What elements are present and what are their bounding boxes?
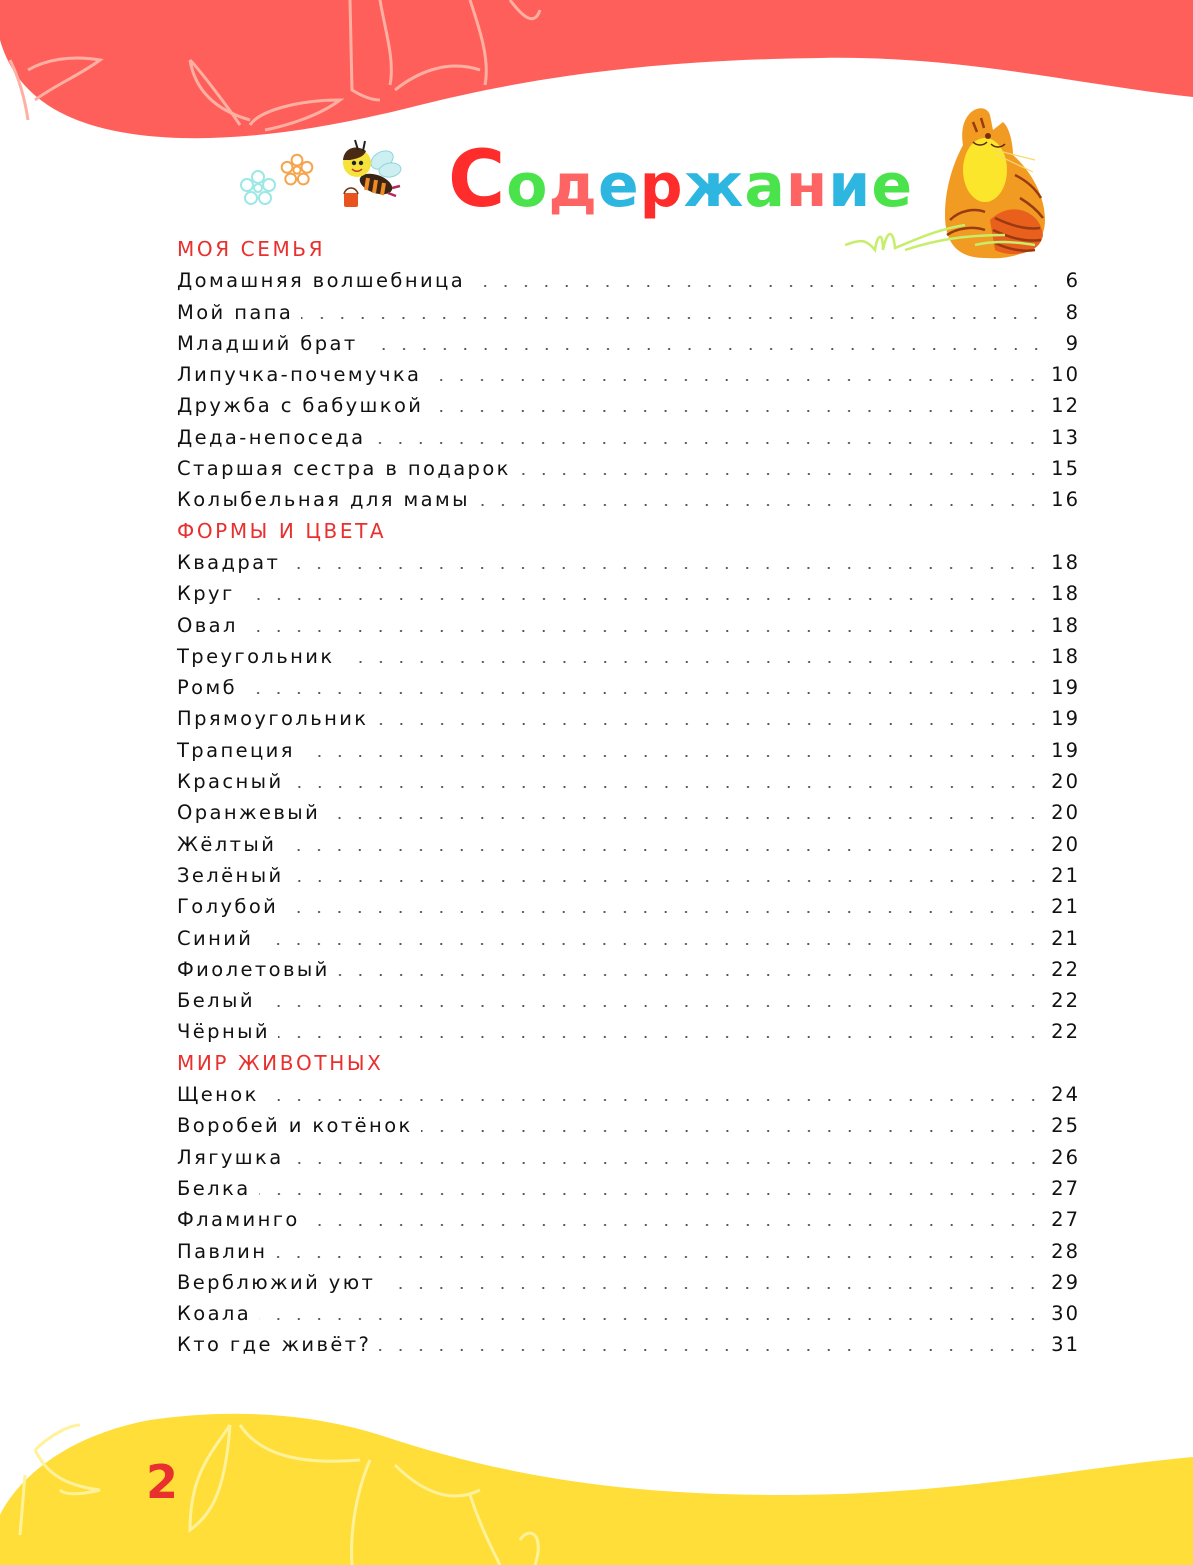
- page-number: 2: [146, 1455, 179, 1509]
- entry-page-number: 19: [1051, 738, 1080, 762]
- entry-title: Колыбельная для мамы: [177, 484, 474, 515]
- entry-page-number: 21: [1051, 863, 1080, 887]
- dot-leader: [373, 442, 1043, 444]
- entry-title: Домашняя волшебница: [177, 265, 469, 296]
- entry-title: Деда-непоседа: [177, 422, 369, 453]
- dot-leader: [383, 1287, 1043, 1289]
- toc-entry[interactable]: [177, 390, 1080, 421]
- footer-decorative-band: [0, 1395, 1193, 1565]
- toc-section: [177, 234, 1080, 516]
- entry-title: Павлин: [177, 1236, 271, 1267]
- entry-page-number: 9: [1065, 331, 1080, 355]
- dot-leader: [328, 817, 1043, 819]
- toc-entry[interactable]: [177, 359, 1080, 390]
- toc-entry[interactable]: [177, 1204, 1080, 1235]
- entry-page-number: 19: [1051, 707, 1080, 731]
- dot-leader: [275, 1256, 1043, 1258]
- page-title: [448, 135, 914, 226]
- entry-title: Липучка-почемучка: [177, 359, 425, 390]
- flower-icon-orange: [279, 152, 315, 188]
- entry-page-number: 16: [1051, 488, 1080, 512]
- title-letter: е: [597, 151, 640, 221]
- title-letter: и: [828, 151, 872, 221]
- toc-entry[interactable]: [177, 1173, 1080, 1204]
- dot-leader: [338, 974, 1043, 976]
- entry-page-number: 15: [1051, 457, 1080, 481]
- dot-leader: [292, 1162, 1044, 1164]
- toc-entry[interactable]: [177, 1079, 1080, 1110]
- dot-leader: [429, 379, 1043, 381]
- entry-title: Голубой: [177, 891, 282, 922]
- dot-leader: [243, 598, 1044, 600]
- dot-leader: [263, 1005, 1043, 1007]
- dot-leader: [259, 1193, 1044, 1195]
- entry-title: Старшая сестра в подарок: [177, 453, 515, 484]
- toc-section: [177, 516, 1080, 1048]
- entry-page-number: 21: [1051, 926, 1080, 950]
- entry-page-number: 30: [1051, 1302, 1080, 1326]
- dot-leader: [261, 943, 1043, 945]
- toc-entry[interactable]: [177, 1267, 1080, 1298]
- entry-title: Квадрат: [177, 547, 284, 578]
- entry-page-number: 18: [1051, 644, 1080, 668]
- entry-page-number: 28: [1051, 1239, 1080, 1263]
- entry-page-number: 21: [1051, 895, 1080, 919]
- toc-entry[interactable]: [177, 829, 1080, 860]
- entry-title: Младший брат: [177, 328, 362, 359]
- entry-page-number: 18: [1051, 550, 1080, 574]
- toc-entry[interactable]: [177, 422, 1080, 453]
- title-letter: р: [639, 151, 684, 221]
- toc-entry[interactable]: [177, 328, 1080, 359]
- entry-page-number: 18: [1051, 613, 1080, 637]
- toc-entry[interactable]: [177, 1016, 1080, 1047]
- dot-leader: [259, 1318, 1043, 1320]
- dot-leader: [303, 755, 1043, 757]
- dot-leader: [286, 911, 1043, 913]
- dot-leader: [301, 317, 1046, 319]
- title-letter: н: [785, 151, 829, 221]
- entry-page-number: 26: [1051, 1145, 1080, 1169]
- entry-title: Жёлтый: [177, 829, 280, 860]
- dot-leader: [284, 849, 1043, 851]
- entry-title: Кто где живёт?: [177, 1329, 375, 1360]
- toc-entry[interactable]: [177, 1110, 1080, 1141]
- dot-leader: [431, 410, 1043, 412]
- entry-title: Дружба с бабушкой: [177, 390, 427, 421]
- toc-entry[interactable]: [177, 1298, 1080, 1329]
- entry-title: Треугольник: [177, 641, 339, 672]
- dot-leader: [278, 1036, 1043, 1038]
- entry-page-number: 22: [1051, 989, 1080, 1013]
- toc-entry[interactable]: [177, 797, 1080, 828]
- entry-page-number: 20: [1051, 801, 1080, 825]
- toc-entry[interactable]: [177, 265, 1080, 296]
- entry-title: Лягушка: [177, 1142, 288, 1173]
- entry-page-number: 31: [1051, 1333, 1080, 1357]
- dot-leader: [379, 1349, 1043, 1351]
- dot-leader: [519, 473, 1043, 475]
- entry-title: Верблюжий уют: [177, 1267, 379, 1298]
- toc-entry[interactable]: [177, 891, 1080, 922]
- entry-page-number: 18: [1051, 582, 1080, 606]
- entry-page-number: 20: [1051, 832, 1080, 856]
- toc-entry[interactable]: [177, 672, 1080, 703]
- toc-entry[interactable]: [177, 735, 1080, 766]
- toc-entry[interactable]: [177, 578, 1080, 609]
- title-text: [448, 135, 914, 225]
- entry-page-number: 6: [1065, 269, 1080, 293]
- entry-title: Белый: [177, 985, 259, 1016]
- dot-leader: [246, 630, 1043, 632]
- entry-title: Щенок: [177, 1079, 263, 1110]
- entry-page-number: 20: [1051, 770, 1080, 794]
- entry-title: Красный: [177, 766, 288, 797]
- section-title: МИР ЖИВОТНЫХ: [177, 1050, 384, 1075]
- dot-leader: [366, 348, 1046, 350]
- entry-page-number: 27: [1051, 1176, 1080, 1200]
- entry-title: Коала: [177, 1298, 255, 1329]
- toc-entry[interactable]: [177, 297, 1080, 328]
- entry-title: Круг: [177, 578, 239, 609]
- dot-leader: [478, 504, 1043, 506]
- table-of-contents: [177, 234, 1080, 1361]
- section-title: ФОРМЫ И ЦВЕТА: [177, 518, 387, 543]
- toc-entry[interactable]: [177, 1142, 1080, 1173]
- toc-entry[interactable]: [177, 766, 1080, 797]
- dot-leader: [308, 1224, 1043, 1226]
- bee-illustration: [330, 138, 410, 213]
- dot-leader: [343, 661, 1044, 663]
- toc-entry[interactable]: [177, 703, 1080, 734]
- entry-page-number: 13: [1051, 425, 1080, 449]
- entry-page-number: 25: [1051, 1114, 1080, 1138]
- entry-page-number: 12: [1051, 394, 1080, 418]
- entry-title: Мой папа: [177, 297, 297, 328]
- toc-entry[interactable]: [177, 1236, 1080, 1267]
- entry-title: Ромб: [177, 672, 241, 703]
- entry-page-number: 19: [1051, 676, 1080, 700]
- toc-entry[interactable]: [177, 610, 1080, 641]
- toc-entry[interactable]: [177, 547, 1080, 578]
- entry-title: Синий: [177, 923, 257, 954]
- entry-page-number: 22: [1051, 957, 1080, 981]
- dot-leader: [267, 1099, 1043, 1101]
- title-letter: а: [744, 151, 786, 221]
- entry-title: Фламинго: [177, 1204, 304, 1235]
- dot-leader: [292, 880, 1044, 882]
- dot-leader: [292, 786, 1044, 788]
- entry-title: Зелёный: [177, 860, 288, 891]
- title-letter: ж: [683, 151, 745, 221]
- toc-entry[interactable]: [177, 860, 1080, 891]
- toc-entry[interactable]: [177, 1329, 1080, 1360]
- entry-title: Белка: [177, 1173, 255, 1204]
- section-title: МОЯ СЕМЬЯ: [177, 237, 326, 261]
- entry-title: Прямоугольник: [177, 703, 373, 734]
- title-letter: С: [448, 135, 507, 225]
- entry-title: Воробей и котёнок: [177, 1110, 417, 1141]
- title-letter: д: [548, 151, 598, 221]
- toc-section: [177, 1048, 1080, 1361]
- toc-entry[interactable]: [177, 923, 1080, 954]
- entry-title: Трапеция: [177, 735, 299, 766]
- dot-leader: [288, 567, 1043, 569]
- toc-entry[interactable]: [177, 484, 1080, 515]
- flower-icon-blue: [238, 168, 278, 208]
- dot-leader: [245, 692, 1043, 694]
- entry-title: Овал: [177, 610, 242, 641]
- entry-page-number: 22: [1051, 1020, 1080, 1044]
- entry-page-number: 24: [1051, 1083, 1080, 1107]
- footer-wave: [0, 1414, 1193, 1565]
- entry-title: Чёрный: [177, 1016, 274, 1047]
- dot-leader: [377, 723, 1044, 725]
- dot-leader: [473, 285, 1046, 287]
- title-letter: о: [506, 151, 549, 221]
- toc-entry[interactable]: [177, 954, 1080, 985]
- entry-page-number: 10: [1051, 363, 1080, 387]
- entry-page-number: 8: [1065, 300, 1080, 324]
- toc-entry[interactable]: [177, 985, 1080, 1016]
- dot-leader: [421, 1130, 1043, 1132]
- entry-title: Фиолетовый: [177, 954, 334, 985]
- entry-page-number: 29: [1051, 1270, 1080, 1294]
- title-letter: е: [871, 151, 914, 221]
- toc-entry[interactable]: [177, 641, 1080, 672]
- entry-page-number: 27: [1051, 1208, 1080, 1232]
- entry-title: Оранжевый: [177, 797, 324, 828]
- toc-entry[interactable]: [177, 453, 1080, 484]
